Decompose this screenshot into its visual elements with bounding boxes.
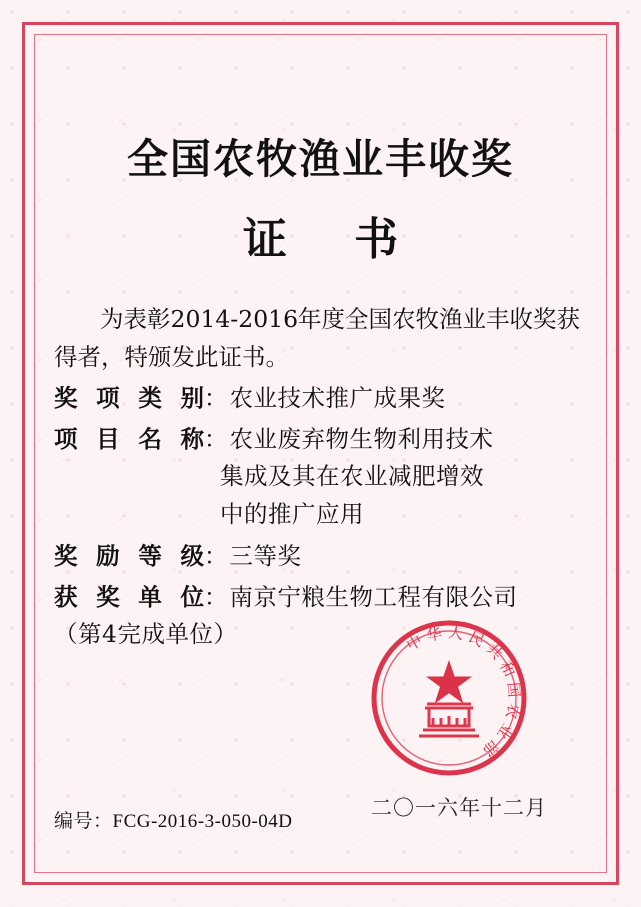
field-label xyxy=(54,578,204,616)
label-char: 励 xyxy=(96,541,120,570)
certificate-title: 全国农牧渔业丰收奖 xyxy=(127,135,514,183)
label-char: 单 xyxy=(138,582,162,611)
field-colon: ： xyxy=(204,541,228,570)
field-value: 南京宁粮生物工程有限公司 xyxy=(229,582,518,611)
completion-unit-note: （第4完成单位） xyxy=(54,619,238,648)
field-colon: ： xyxy=(204,582,228,611)
field-colon: ： xyxy=(204,384,228,413)
field-project-name xyxy=(54,420,587,458)
certificate-content xyxy=(48,48,593,859)
serial-label: 编号： xyxy=(54,810,113,832)
label-char: 等 xyxy=(138,541,162,570)
field-award-level xyxy=(54,537,587,575)
label-char: 目 xyxy=(96,425,120,454)
label-char: 别 xyxy=(180,384,204,413)
seal-ministry-of-agriculture-icon xyxy=(367,616,531,780)
label-char: 奖 xyxy=(54,384,78,413)
field-label xyxy=(54,537,204,575)
label-char: 级 xyxy=(180,541,204,570)
field-label xyxy=(54,379,204,417)
award-statement: 为表彰2014-2016年度全国农牧渔业丰收奖获得者，特颁发此证书。 xyxy=(54,305,581,371)
field-value: 农业废弃物生物利用技术 xyxy=(229,425,494,454)
field-awarded-organization xyxy=(54,578,587,616)
field-value-continuation: 集成及其在农业减肥增效 xyxy=(220,462,484,491)
field-value: 农业技术推广成果奖 xyxy=(229,384,446,413)
label-char: 项 xyxy=(54,425,78,454)
label-char: 奖 xyxy=(96,582,120,611)
field-value: 三等奖 xyxy=(229,541,302,570)
label-char: 项 xyxy=(96,384,120,413)
field-award-category xyxy=(54,379,587,417)
field-value-continuation: 中的推广应用 xyxy=(220,499,364,528)
field-colon: ： xyxy=(204,425,228,454)
label-char: 位 xyxy=(180,582,204,611)
serial-value: FCG-2016-3-050-04D xyxy=(112,811,293,832)
seal-area xyxy=(367,616,557,820)
certificate-subtitle: 证 书 xyxy=(242,214,425,265)
field-label xyxy=(54,420,204,458)
certificate-body xyxy=(48,301,593,653)
serial-number xyxy=(54,806,293,833)
issue-date: 二〇一六年十二月 xyxy=(371,796,547,820)
label-char: 奖 xyxy=(54,541,78,570)
svg-text:中华人民共和国农业部: 中华人民共和国农业部 xyxy=(403,623,524,763)
label-char: 类 xyxy=(138,384,162,413)
label-char: 称 xyxy=(180,425,204,454)
label-char: 获 xyxy=(54,582,78,611)
label-char: 名 xyxy=(138,425,162,454)
